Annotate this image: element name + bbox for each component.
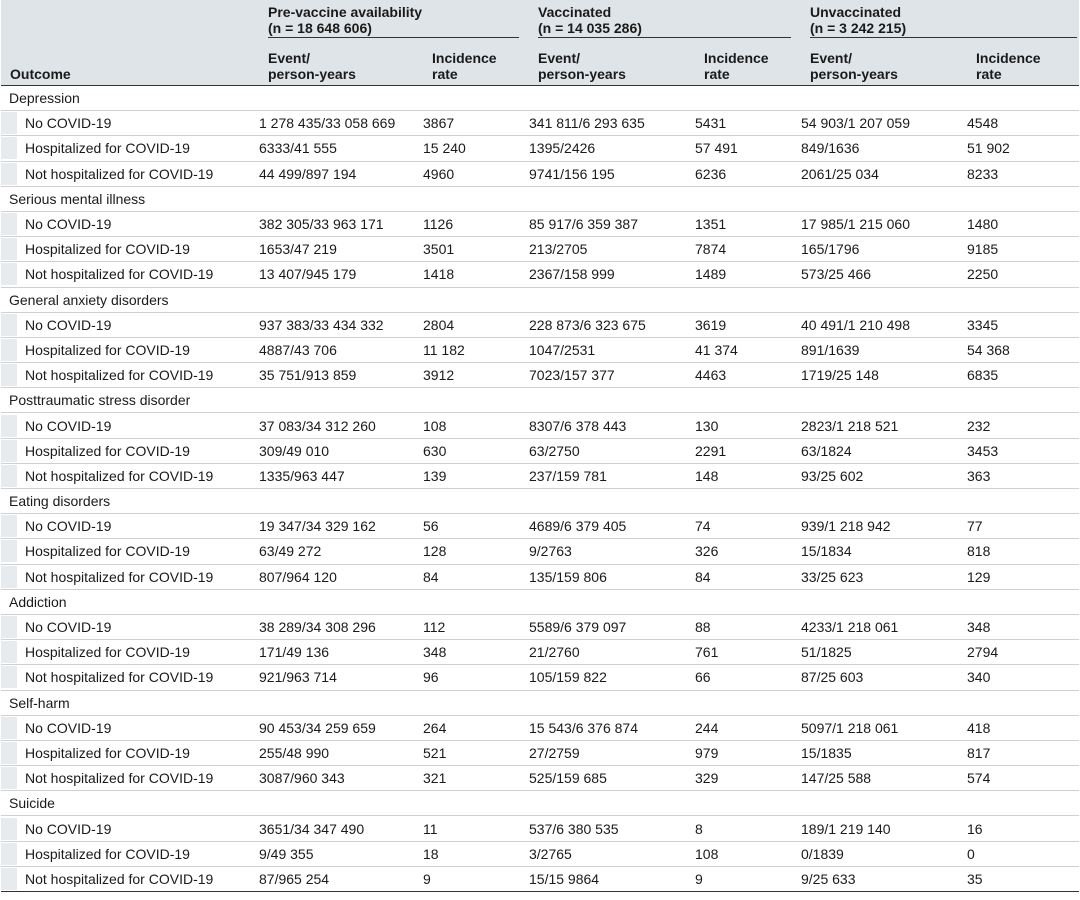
event-person-years-cell: 105/159 822 [529,669,607,686]
indent-marker [1,213,17,235]
indent-marker [1,540,17,562]
incidence-rate-cell: 979 [695,744,719,761]
event-person-years-cell: 135/159 806 [529,568,607,585]
incidence-rate-cell: 96 [423,669,439,686]
indent-marker [1,641,17,663]
indent-marker [1,112,17,134]
event-person-years-cell: 9741/156 195 [529,165,615,182]
table-row [1,665,1079,690]
table-row [1,363,1079,388]
incidence-rate-cell: 232 [967,417,991,434]
row-label: No COVID-19 [25,316,112,333]
row-label: Not hospitalized for COVID-19 [25,669,214,686]
incidence-rate-cell: 0 [967,845,975,862]
table-row [1,312,1079,337]
row-label: Hospitalized for COVID-19 [25,241,190,258]
event-person-years-cell: 228 873/6 323 675 [529,316,646,333]
incidence-rate-cell: 57 491 [695,140,738,157]
row-label: No COVID-19 [25,115,112,132]
incidence-rate-cell: 348 [423,644,447,661]
indent-marker [1,364,17,386]
table-row [1,866,1079,891]
indent-marker [1,818,17,840]
indent-marker [1,163,17,185]
row-label: Not hospitalized for COVID-19 [25,266,214,283]
event-person-years-cell: 1047/2531 [529,341,596,358]
event-person-years-cell: 309/49 010 [259,442,330,459]
incidence-rate-cell: 521 [423,744,447,761]
row-label: Not hospitalized for COVID-19 [25,165,214,182]
section-row [1,388,1079,413]
incidence-rate-cell: 112 [423,619,446,636]
column-header-rate: Incidence rate [423,44,529,86]
indent-marker [1,843,17,865]
indent-marker [1,314,17,336]
incidence-rate-cell: 244 [695,719,719,736]
row-label-cell [1,640,259,665]
table-row [1,614,1079,639]
row-label: Not hospitalized for COVID-19 [25,467,214,484]
row-label-cell [1,766,259,791]
row-label-cell [1,413,259,438]
incidence-rate-cell: 6835 [967,367,999,384]
event-person-years-cell: 2367/158 999 [529,266,615,283]
indent-marker [1,666,17,688]
incidence-rate-cell: 2250 [967,266,999,283]
event-person-years-cell: 0/1839 [801,845,844,862]
incidence-rate-cell: 2291 [695,442,727,459]
incidence-rate-cell: 1351 [695,216,727,233]
event-person-years-cell: 1 278 435/33 058 669 [259,115,396,132]
indent-marker [1,415,17,437]
incidence-rate-cell: 128 [423,543,447,560]
incidence-rate-cell: 2804 [423,316,455,333]
section-title: General anxiety disorders [1,287,1079,312]
incidence-rate-cell: 41 374 [695,341,738,358]
event-person-years-cell: 939/1 218 942 [801,518,891,535]
incidence-rate-cell: 9 [423,870,431,887]
incidence-rate-cell: 348 [967,619,991,636]
event-person-years-cell: 891/1639 [801,341,860,358]
row-label: No COVID-19 [25,719,112,736]
row-label-cell [1,136,259,161]
incidence-rate-cell: 16 [967,820,983,837]
event-person-years-cell: 165/1796 [801,241,860,258]
incidence-rate-cell: 56 [423,518,439,535]
event-person-years-cell: 1335/963 447 [259,467,345,484]
event-person-years-cell: 9/2763 [529,543,572,560]
incidence-rate-cell: 108 [423,417,447,434]
event-person-years-cell: 147/25 588 [801,770,872,787]
event-person-years-cell: 27/2759 [529,744,580,761]
event-person-years-cell: 1719/25 148 [801,367,879,384]
section-title: Depression [1,86,1079,111]
section-title: Addiction [1,589,1079,614]
section-row [1,489,1079,514]
event-person-years-cell: 93/25 602 [801,467,864,484]
event-person-years-cell: 2061/25 034 [801,165,879,182]
row-label: Not hospitalized for COVID-19 [25,770,214,787]
incidence-rate-cell: 7874 [695,241,727,258]
event-person-years-cell: 38 289/34 308 296 [259,619,376,636]
table-row [1,539,1079,564]
incidence-rate-cell: 11 [423,820,438,837]
column-header-rate: Incidence rate [967,44,1079,86]
incidence-rate-cell: 84 [423,568,439,585]
incidence-rate-cell: 11 182 [423,341,465,358]
incidence-rate-cell: 3345 [967,316,999,333]
indent-marker [1,767,17,789]
event-person-years-cell: 1395/2426 [529,140,596,157]
table-row [1,438,1079,463]
incidence-rate-cell: 340 [967,669,991,686]
event-person-years-cell: 21/2760 [529,644,580,661]
table-row [1,816,1079,841]
row-label-cell [1,337,259,362]
row-label-cell [1,237,259,262]
event-person-years-cell: 17 985/1 215 060 [801,216,910,233]
event-person-years-cell: 15 543/6 376 874 [529,719,638,736]
event-person-years-cell: 341 811/6 293 635 [529,115,645,132]
section-title: Self-harm [1,690,1079,715]
row-label: Hospitalized for COVID-19 [25,644,190,661]
row-label-cell [1,312,259,337]
incidence-table [1,0,1079,892]
table-row [1,640,1079,665]
section-row [1,186,1079,211]
row-label-cell [1,740,259,765]
group-header-pre-vaccine: Pre-vaccine availability (n = 18 648 606) [259,0,529,44]
incidence-rate-cell: 1418 [423,266,455,283]
section-row [1,287,1079,312]
table-row [1,766,1079,791]
indent-marker [1,263,17,285]
row-label-cell [1,715,259,740]
event-person-years-cell: 921/963 714 [259,669,337,686]
incidence-rate-cell: 84 [695,568,711,585]
incidence-rate-cell: 1489 [695,266,727,283]
event-person-years-cell: 3087/960 343 [259,770,345,787]
event-person-years-cell: 9/25 633 [801,870,856,887]
event-person-years-cell: 849/1636 [801,140,860,157]
row-label-cell [1,614,259,639]
event-person-years-cell: 2823/1 218 521 [801,417,899,434]
column-header-rate: Incidence rate [695,44,801,86]
table-row [1,161,1079,186]
row-label: Hospitalized for COVID-19 [25,140,190,157]
row-label: Hospitalized for COVID-19 [25,845,190,862]
incidence-rate-cell: 818 [967,543,991,560]
event-person-years-cell: 6333/41 555 [259,140,337,157]
incidence-rate-cell: 761 [695,644,719,661]
event-person-years-cell: 3/2765 [529,845,572,862]
row-label-cell [1,211,259,236]
incidence-rate-cell: 326 [695,543,719,560]
row-label-cell [1,111,259,136]
outcome-header: Outcome [1,0,259,86]
section-row [1,589,1079,614]
indent-marker [1,868,17,890]
incidence-rate-cell: 1126 [423,216,454,233]
event-person-years-cell: 213/2705 [529,241,588,258]
table-row [1,237,1079,262]
incidence-rate-cell: 1480 [967,216,999,233]
table-row [1,715,1079,740]
row-label: No COVID-19 [25,518,112,535]
indent-marker [1,440,17,462]
incidence-rate-cell: 18 [423,845,439,862]
column-header-event: Event/ person-years [801,44,967,86]
incidence-rate-cell: 817 [967,744,991,761]
event-person-years-cell: 85 917/6 359 387 [529,216,638,233]
incidence-rate-cell: 35 [967,870,983,887]
incidence-rate-cell: 4960 [423,165,455,182]
incidence-rate-cell: 264 [423,719,447,736]
indent-marker [1,616,17,638]
indent-marker [1,465,17,487]
event-person-years-cell: 15/15 9864 [529,870,600,887]
row-label-cell [1,262,259,287]
table-row [1,413,1079,438]
incidence-rate-cell: 77 [967,518,983,535]
event-person-years-cell: 13 407/945 179 [259,266,357,283]
event-person-years-cell: 807/964 120 [259,568,337,585]
event-person-years-cell: 35 751/913 859 [259,367,357,384]
event-person-years-cell: 4689/6 379 405 [529,518,627,535]
row-label: No COVID-19 [25,216,112,233]
row-label: Not hospitalized for COVID-19 [25,870,214,887]
incidence-rate-cell: 108 [695,845,719,862]
event-person-years-cell: 525/159 685 [529,770,607,787]
indent-marker [1,238,17,260]
incidence-rate-cell: 9185 [967,241,999,258]
event-person-years-cell: 382 305/33 963 171 [259,216,384,233]
indent-marker [1,339,17,361]
row-label: No COVID-19 [25,619,112,636]
table-row [1,841,1079,866]
incidence-rate-cell: 74 [695,518,711,535]
event-person-years-cell: 4233/1 218 061 [801,619,899,636]
event-person-years-cell: 537/6 380 535 [529,820,619,837]
event-person-years-cell: 40 491/1 210 498 [801,316,910,333]
row-label: Hospitalized for COVID-19 [25,744,190,761]
incidence-rate-cell: 51 902 [967,140,1010,157]
event-person-years-cell: 44 499/897 194 [259,165,357,182]
section-row [1,690,1079,715]
section-title: Suicide [1,791,1079,816]
row-label-cell [1,816,259,841]
incidence-rate-cell: 148 [695,467,719,484]
incidence-rate-cell: 139 [423,467,447,484]
group-header-vaccinated: Vaccinated (n = 14 035 286) [529,0,801,44]
row-label-cell [1,438,259,463]
row-label-cell [1,665,259,690]
event-person-years-cell: 15/1835 [801,744,852,761]
row-label-cell [1,514,259,539]
section-title: Posttraumatic stress disorder [1,388,1079,413]
incidence-rate-cell: 6236 [695,165,727,182]
section-row [1,86,1079,111]
incidence-rate-cell: 630 [423,442,447,459]
indent-marker [1,742,17,764]
row-label-cell [1,841,259,866]
event-person-years-cell: 1653/47 219 [259,241,337,258]
row-label-cell [1,539,259,564]
incidence-rate-cell: 3453 [967,442,999,459]
table-row [1,564,1079,589]
indent-marker [1,717,17,739]
event-person-years-cell: 189/1 219 140 [801,820,891,837]
incidence-rate-cell: 321 [423,770,447,787]
incidence-rate-cell: 4548 [967,115,999,132]
row-label-cell [1,363,259,388]
event-person-years-cell: 90 453/34 259 659 [259,719,376,736]
section-title: Eating disorders [1,489,1079,514]
incidence-rate-cell: 574 [967,770,991,787]
section-row [1,791,1079,816]
indent-marker [1,566,17,588]
column-header-event: Event/ person-years [529,44,695,86]
incidence-rate-cell: 5431 [695,115,727,132]
table-row [1,262,1079,287]
event-person-years-cell: 63/2750 [529,442,580,459]
incidence-rate-cell: 8233 [967,165,999,182]
event-person-years-cell: 8307/6 378 443 [529,417,627,434]
event-person-years-cell: 5097/1 218 061 [801,719,899,736]
incidence-rate-cell: 3619 [695,316,727,333]
incidence-rate-cell: 15 240 [423,140,466,157]
incidence-rate-cell: 130 [695,417,719,434]
row-label: Hospitalized for COVID-19 [25,543,190,560]
incidence-rate-cell: 329 [695,770,719,787]
table-row [1,211,1079,236]
incidence-rate-cell: 54 368 [967,341,1010,358]
incidence-rate-cell: 3912 [423,367,455,384]
row-label: No COVID-19 [25,417,112,434]
event-person-years-cell: 54 903/1 207 059 [801,115,910,132]
row-label: Not hospitalized for COVID-19 [25,367,214,384]
table-row [1,337,1079,362]
table-header [1,0,1079,86]
incidence-rate-cell: 8 [695,820,703,837]
event-person-years-cell: 19 347/34 329 162 [259,518,376,535]
event-person-years-cell: 63/1824 [801,442,852,459]
row-label: Not hospitalized for COVID-19 [25,568,214,585]
event-person-years-cell: 171/49 136 [259,644,330,661]
row-label: No COVID-19 [25,820,112,837]
table-row [1,136,1079,161]
event-person-years-cell: 3651/34 347 490 [259,820,365,837]
event-person-years-cell: 15/1834 [801,543,852,560]
incidence-rate-cell: 9 [695,870,703,887]
row-label-cell [1,866,259,891]
event-person-years-cell: 87/965 254 [259,870,330,887]
table-body [1,86,1079,892]
table-row [1,111,1079,136]
incidence-rate-cell: 88 [695,619,711,636]
row-label-cell [1,161,259,186]
indent-marker [1,137,17,159]
indent-marker [1,515,17,537]
incidence-rate-cell: 3501 [423,241,455,258]
event-person-years-cell: 5589/6 379 097 [529,619,627,636]
incidence-rate-cell: 2794 [967,644,999,661]
group-header-unvaccinated: Unvaccinated (n = 3 242 215) [801,0,1079,44]
table-row [1,514,1079,539]
event-person-years-cell: 937 383/33 434 332 [259,316,384,333]
column-header-event: Event/ person-years [259,44,423,86]
event-person-years-cell: 7023/157 377 [529,367,615,384]
row-label: Hospitalized for COVID-19 [25,341,190,358]
table-row [1,740,1079,765]
event-person-years-cell: 237/159 781 [529,467,607,484]
incidence-rate-cell: 66 [695,669,711,686]
row-label-cell [1,564,259,589]
incidence-rate-cell: 4463 [695,367,727,384]
event-person-years-cell: 4887/43 706 [259,341,337,358]
incidence-rate-cell: 129 [967,568,991,585]
event-person-years-cell: 573/25 466 [801,266,872,283]
incidence-rate-cell: 3867 [423,115,455,132]
table-row [1,463,1079,488]
event-person-years-cell: 33/25 623 [801,568,864,585]
event-person-years-cell: 37 083/34 312 260 [259,417,376,434]
event-person-years-cell: 87/25 603 [801,669,864,686]
event-person-years-cell: 51/1825 [801,644,852,661]
incidence-rate-cell: 418 [967,719,991,736]
row-label: Hospitalized for COVID-19 [25,442,190,459]
row-label-cell [1,463,259,488]
event-person-years-cell: 9/49 355 [259,845,314,862]
incidence-rate-cell: 363 [967,467,991,484]
event-person-years-cell: 255/48 990 [259,744,330,761]
section-title: Serious mental illness [1,186,1079,211]
event-person-years-cell: 63/49 272 [259,543,322,560]
